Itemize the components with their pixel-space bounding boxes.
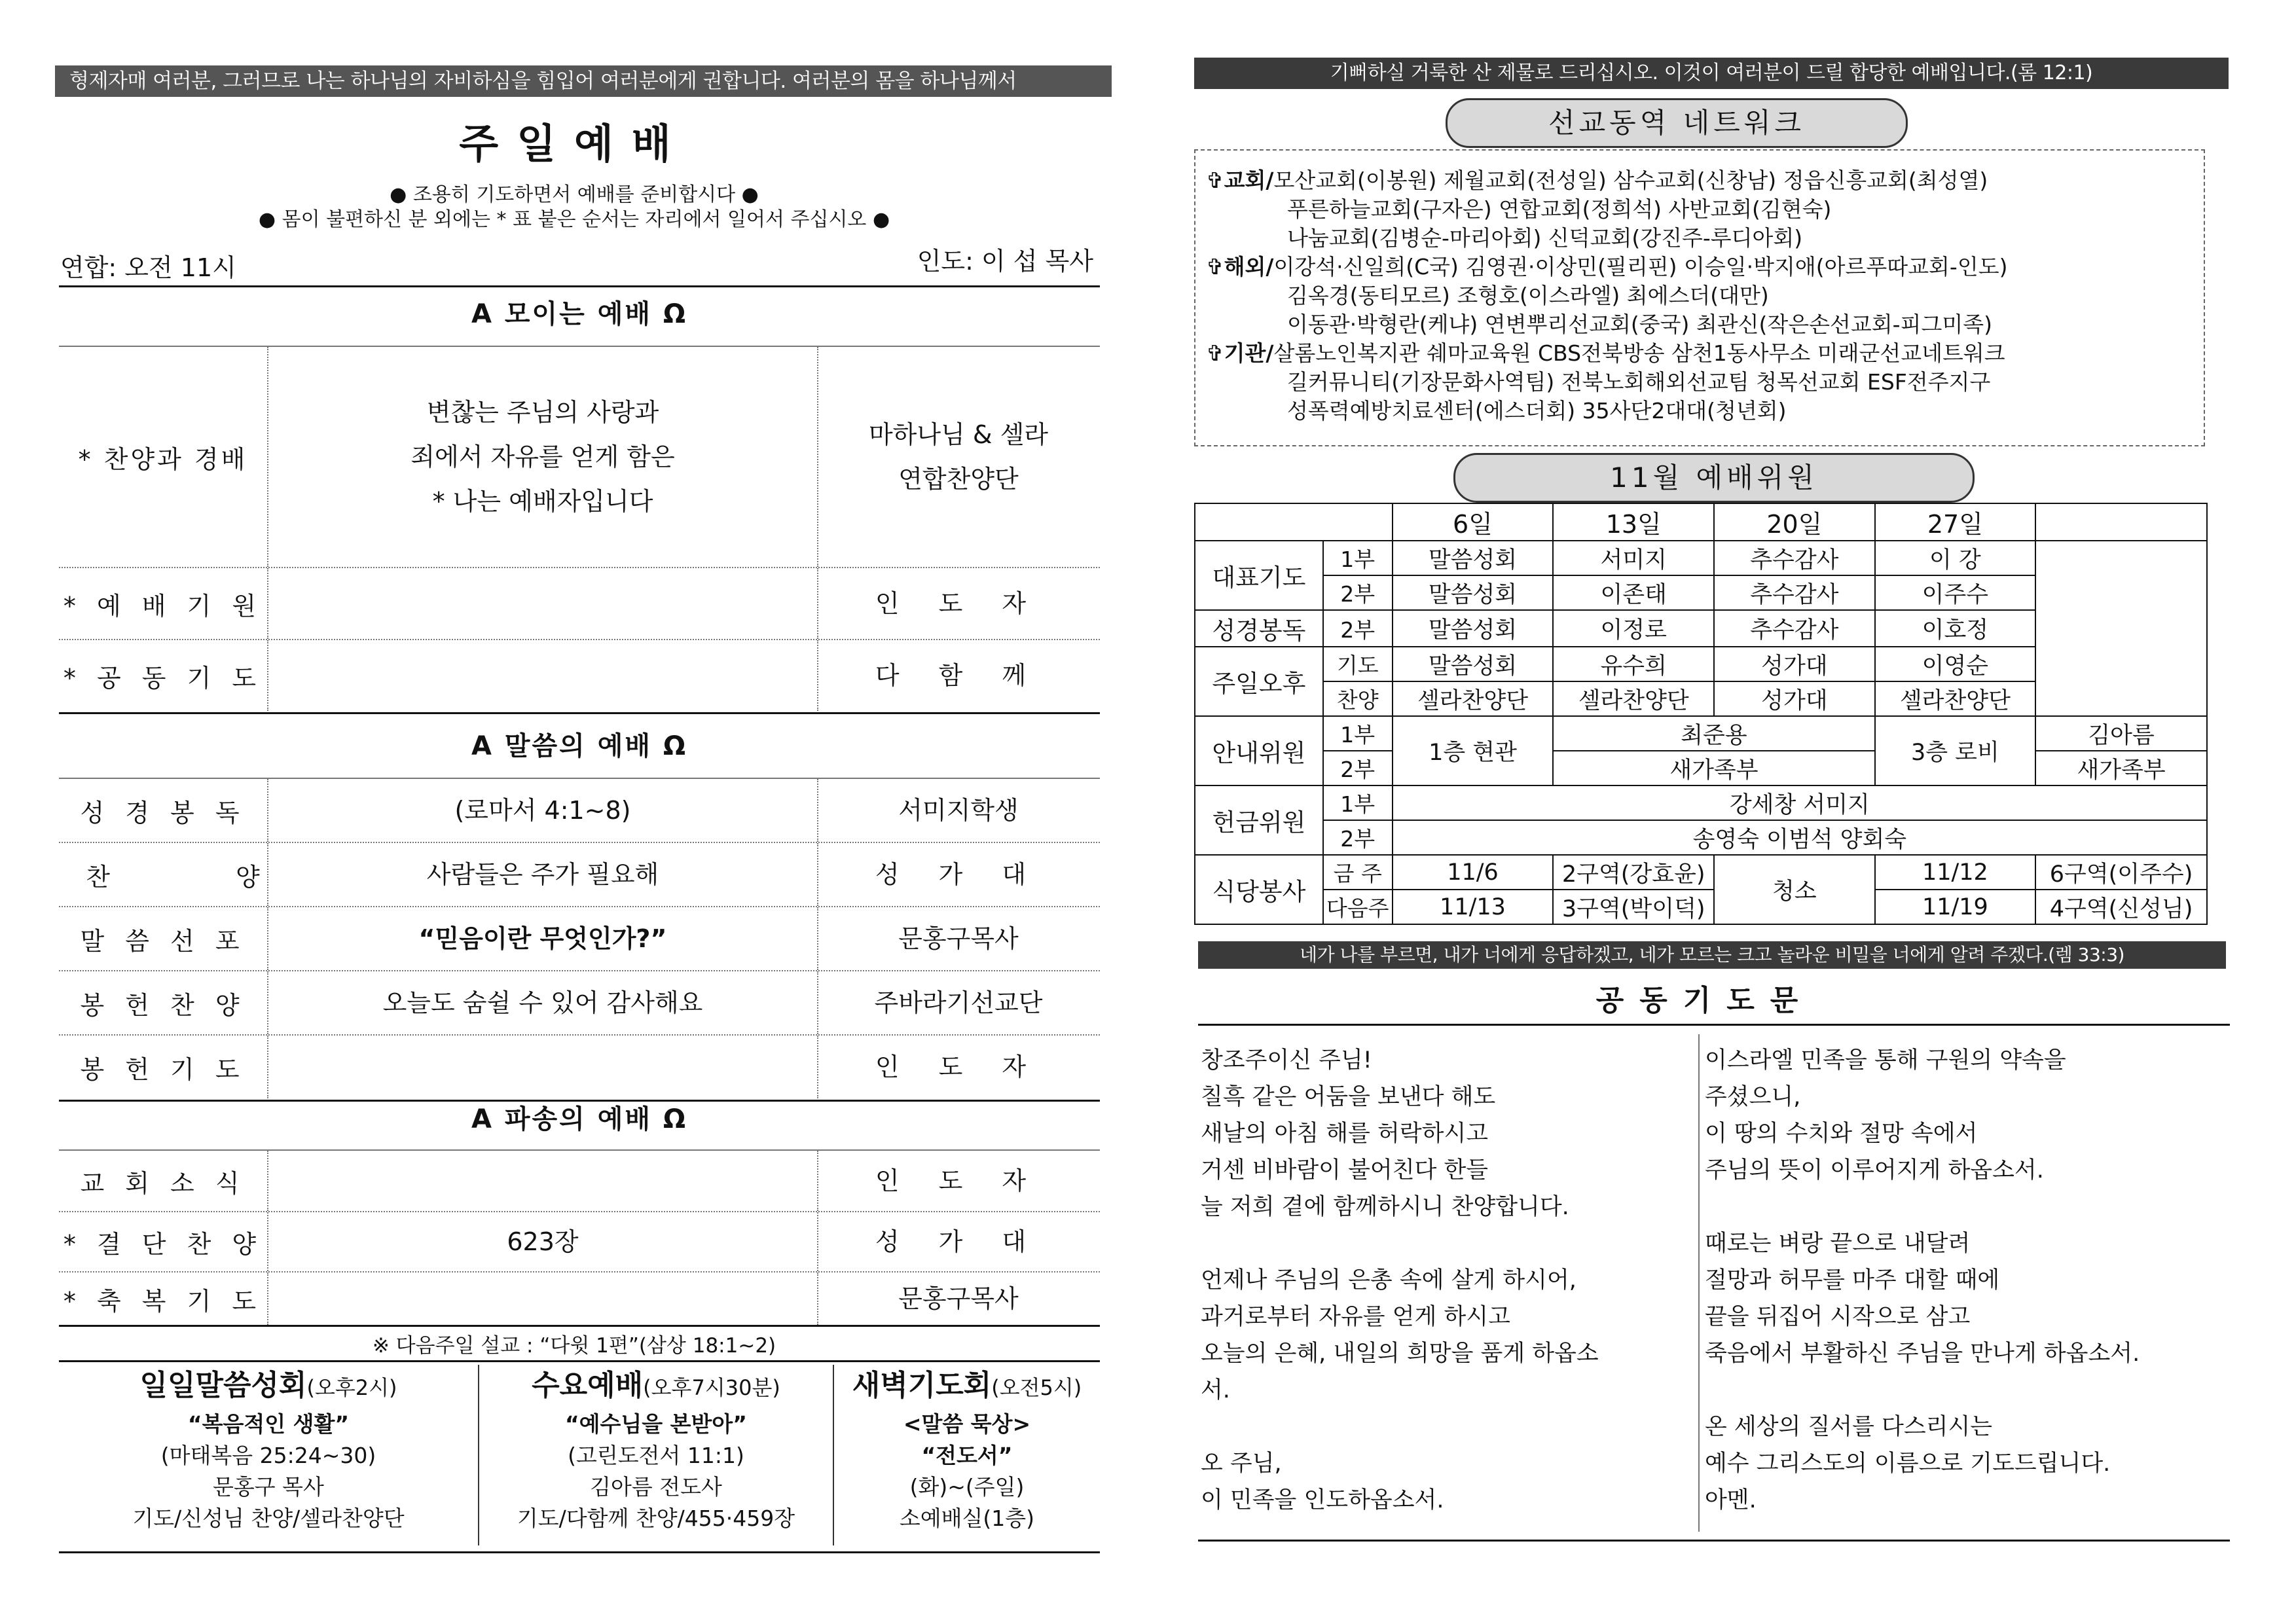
network-line: ✞기관/살롬노인복지관 쉐마교육원 CBS전북방송 삼천1동사무소 미래군선교네트워크: [1206, 340, 2005, 366]
table-cell: 1층 현관: [1393, 716, 1554, 785]
table-cell: 강세창 서미지: [1393, 785, 2207, 820]
duty-part: 2부: [1323, 610, 1393, 647]
table-cell: 11/6: [1393, 855, 1554, 890]
meeting-title: 일일말씀성회: [139, 1369, 307, 1402]
table-cell: 추수감사: [1714, 610, 1874, 647]
right-page: [1148, 0, 2296, 1624]
network-line: 푸른하늘교회(구자은) 연합교회(정희석) 사반교회(김현숙): [1287, 196, 1832, 222]
duty-part: 2부: [1323, 820, 1393, 855]
order-row: [59, 347, 1100, 568]
dawn-prayer-meeting: [834, 1365, 1100, 1548]
order-name: * 축 복 기 도: [63, 1286, 263, 1316]
meeting-line: 기도/신성님 찬양/셀라찬양단: [132, 1506, 405, 1531]
next-sermon-note: ※ 다음주일 설교 : “다윗 1편”(삼상 18:1~2): [372, 1334, 776, 1358]
section-sending: A 파송의 예배 Ω: [471, 1104, 687, 1134]
meeting-line: 소예배실(1층): [899, 1506, 1035, 1531]
order-name: * 예 배 기 원: [63, 591, 263, 621]
order-row: [59, 568, 1100, 640]
order-name: * 찬양과 경배: [78, 444, 248, 474]
table-cell: 이 강: [1875, 541, 2036, 575]
table-cell: 성가대: [1714, 647, 1874, 681]
duty-part: 1부: [1323, 716, 1393, 751]
meeting-line: “전도서”: [921, 1443, 1013, 1468]
table-cell: 성가대: [1714, 681, 1874, 716]
meeting-line: “복음적인 생활”: [187, 1411, 350, 1437]
order-name: * 공 동 기 도: [63, 663, 263, 693]
table-row: [1195, 541, 2207, 575]
network-line: 성폭력예방치료센터(에스더회) 35사단2대대(청년회): [1287, 398, 1787, 424]
order-content: 오늘도 숨쉴 수 있어 감사해요: [267, 971, 818, 1034]
order-name: 말 씀 선 포: [80, 926, 246, 956]
duty-category: 헌금위원: [1195, 785, 1323, 855]
duty-part: 2부: [1323, 575, 1393, 610]
order-person: 문홍구목사: [898, 1284, 1019, 1313]
network-line: ✞교회/모산교회(이봉원) 제월교회(전성일) 삼수교회(신창남) 정읍신흥교회(최성열): [1206, 168, 1988, 193]
order-person: 문홍구목사: [898, 924, 1019, 953]
duty-category: 주일오후: [1195, 647, 1323, 716]
meeting-line: (고린도전서 11:1): [568, 1443, 744, 1468]
table-cell: 유수희: [1553, 647, 1714, 681]
table-cell: 새가족부: [2035, 751, 2207, 785]
network-line: 길커뮤니티(기장문화사역팀) 전북노회해외선교팀 청목선교회 ESF전주지구: [1287, 369, 1991, 395]
order-row: [59, 640, 1100, 711]
duty-category: 성경봉독: [1195, 610, 1323, 647]
order-person: 성 가 대: [875, 860, 1042, 889]
order-row: [59, 907, 1100, 971]
duty-table: [1194, 503, 2208, 925]
order-person: 다 함 께: [875, 661, 1042, 690]
order-content: (로마서 4:1~8): [267, 779, 818, 842]
table-cell: 추수감사: [1714, 541, 1874, 575]
daily-word-meeting: [59, 1365, 478, 1548]
order-person: 성 가 대: [875, 1227, 1042, 1256]
order-content: 623장: [267, 1212, 818, 1271]
table-cell: 새가족부: [1553, 751, 1874, 785]
duty-part: 1부: [1323, 785, 1393, 820]
order-row: [59, 1212, 1100, 1272]
table-cell: 말씀성회: [1393, 575, 1554, 610]
table-cell: 말씀성회: [1393, 541, 1554, 575]
prayer-text-right: 이스라엘 민족을 통해 구원의 약속을 주셨으니, 이 땅의 수치와 절망 속에서 주님의 뜻이 이루어지게 하옵소서. 때로는 벼랑 끝으로 내달려 절망과 허무를 마주 대할 때에 끝을 뒤집어 시작으로 삼고 죽음에서 부활하신 주님을 만나게 하옵소서. 온 세상의 질서를 다스리시는 예수 그리스도의 이름으로 기도드립니다. 아멘.: [1705, 1047, 2140, 1513]
section-rule: [59, 1325, 1100, 1327]
table-cell: 6구역(이주수): [2035, 855, 2207, 890]
order-person: 인 도 자: [875, 1053, 1042, 1081]
meeting-time: (오전5시): [991, 1375, 1082, 1400]
table-cell: 11/12: [1875, 855, 2036, 890]
section-gathering: A 모이는 예배 Ω: [471, 299, 687, 329]
duty-part: 기도: [1323, 647, 1393, 681]
date-header: 6일: [1393, 503, 1554, 541]
table-cell: 4구역(신성님): [2035, 890, 2207, 924]
table-row: [1195, 855, 2207, 890]
service-leader: 인도: 이 섭 목사: [917, 247, 1093, 276]
table-cell: 2구역(강효윤): [1553, 855, 1714, 890]
middle-banner: 네가 나를 부르면, 내가 너에게 응답하겠고, 네가 모르는 크고 놀라운 비밀을 너에게 알려 주겠다.(렘 33:3): [1198, 941, 2226, 969]
prayer-rule: [1198, 1540, 2230, 1542]
notice-stand: ● 몸이 불편하신 분 외에는 * 표 붙은 순서는 자리에서 일어서 주십시오 ●: [258, 208, 890, 231]
table-cell: 이호정: [1875, 610, 2036, 647]
meeting-line: 김아름 전도사: [590, 1474, 722, 1500]
bottom-rule: [59, 1551, 1100, 1553]
meeting-line: 문홍구 목사: [213, 1474, 324, 1500]
wednesday-service: [479, 1365, 833, 1548]
order-row: [59, 1151, 1100, 1212]
meeting-line: (마태복음 25:24~30): [160, 1443, 376, 1468]
order-content: 변찮는 주님의 사랑과 죄에서 자유를 얻게 함은 * 나는 예배자입니다: [267, 347, 818, 567]
duty-part: 2부: [1323, 751, 1393, 785]
order-row: [59, 843, 1100, 907]
table-cell: 송영숙 이범석 양회숙: [1393, 820, 2207, 855]
order-person: 주바라기선교단: [874, 988, 1043, 1017]
prayer-rule: [1198, 1024, 2230, 1026]
table-row: [1195, 716, 2207, 751]
meeting-line: <말씀 묵상>: [903, 1411, 1031, 1437]
page-title: 주일예배: [459, 120, 689, 168]
table-cell: [2035, 541, 2207, 716]
top-banner-right: 기뻐하실 거룩한 산 제물로 드리십시오. 이것이 여러분이 드릴 합당한 예배입니다.(롬 12:1): [1194, 58, 2229, 89]
network-line: 이동관·박형란(케냐) 연변뿌리선교회(중국) 최관신(작은손선교회-피그미족): [1287, 312, 1992, 337]
table-cell: 이정로: [1553, 610, 1714, 647]
meeting-line: “예수님을 본받아”: [564, 1411, 747, 1437]
table-cell: 3구역(박이덕): [1553, 890, 1714, 924]
order-person: 인 도 자: [875, 589, 1042, 618]
top-banner-left: 형제자매 여러분, 그러므로 나는 하나님의 자비하심을 힘입어 여러분에게 권합니다. 여러분의 몸을 하나님께서: [55, 65, 1112, 97]
table-cell: 최준용: [1553, 716, 1874, 751]
duty-part: 금 주: [1323, 855, 1393, 890]
table-cell: 추수감사: [1714, 575, 1874, 610]
section-word: A 말씀의 예배 Ω: [471, 731, 687, 761]
network-line: 김옥경(동티모르) 조형호(이스라엘) 최에스더(대만): [1287, 283, 1769, 308]
order-name: 성 경 봉 독: [80, 798, 246, 827]
duty-part: 다음주: [1323, 890, 1393, 924]
date-header: 13일: [1553, 503, 1714, 541]
table-row: [1195, 503, 2207, 541]
order-person: 인 도 자: [875, 1166, 1042, 1195]
duty-category: 안내위원: [1195, 716, 1323, 785]
duty-title: 11월 예배위원: [1453, 453, 1975, 503]
table-cell: 이영순: [1875, 647, 2036, 681]
order-content: “믿음이란 무엇인가?”: [267, 907, 818, 970]
table-cell: 말씀성회: [1393, 610, 1554, 647]
order-person: 마하나님 & 셀라 연합찬양단: [868, 420, 1049, 494]
order-person: 서미지학생: [898, 796, 1019, 825]
order-row: [59, 971, 1100, 1036]
meeting-line: 기도/다함께 찬양/455·459장: [517, 1506, 795, 1531]
meeting-time: (오후7시30분): [643, 1375, 780, 1400]
duty-category: 대표기도: [1195, 541, 1323, 610]
order-name: 교 회 소 식: [80, 1168, 246, 1198]
table-cell: 3층 로비: [1875, 716, 2036, 785]
table-cell: 셀라찬양단: [1393, 681, 1554, 716]
order-content: 사람들은 주가 필요해: [267, 843, 818, 906]
bottom-rule: [59, 1360, 1100, 1362]
order-name: * 결 단 찬 양: [63, 1229, 263, 1259]
order-name: 봉 헌 기 도: [80, 1055, 246, 1084]
meeting-time: (오후2시): [306, 1375, 397, 1400]
table-row: [1195, 785, 2207, 820]
prayer-title: 공동기도문: [1595, 984, 1814, 1017]
order-name: 찬 양: [86, 862, 319, 892]
duty-part: 1부: [1323, 541, 1393, 575]
date-header: 27일: [1875, 503, 2036, 541]
table-cell: 청소: [1714, 855, 1874, 924]
order-content: [267, 568, 818, 639]
duty-category: 식당봉사: [1195, 855, 1323, 924]
prayer-divider: [1698, 1034, 1700, 1532]
table-row: [1195, 820, 2207, 855]
network-line: ✞해외/이강석·신일희(C국) 김영권·이상민(필리핀) 이승일·박지애(아르푸따교회-인도): [1206, 254, 2008, 280]
table-cell: 이주수: [1875, 575, 2036, 610]
network-title: 선교동역 네트워크: [1446, 98, 1908, 148]
order-content: [267, 640, 818, 711]
date-header: 20일: [1714, 503, 1874, 541]
table-cell: 서미지: [1553, 541, 1714, 575]
notice-prepare: ● 조용히 기도하면서 예배를 준비합시다 ●: [390, 183, 759, 206]
table-cell: 김아름: [2035, 716, 2207, 751]
table-cell: 말씀성회: [1393, 647, 1554, 681]
table-cell: [1195, 503, 1393, 541]
table-cell: 셀라찬양단: [1875, 681, 2036, 716]
order-content: [267, 1272, 818, 1325]
table-row: [1195, 751, 2207, 785]
order-row: [59, 1272, 1100, 1325]
order-name: 봉 헌 찬 양: [80, 990, 246, 1020]
network-box: [1194, 149, 2205, 446]
table-cell: 셀라찬양단: [1553, 681, 1714, 716]
table-cell: 11/13: [1393, 890, 1554, 924]
order-row: [59, 779, 1100, 843]
meeting-title: 새벽기도회: [852, 1369, 992, 1402]
meeting-line: (화)~(주일): [909, 1474, 1025, 1500]
table-row: [1195, 890, 2207, 924]
network-line: 나눔교회(김병순-마리아회) 신덕교회(강진주-루디아회): [1287, 225, 1803, 251]
meeting-title: 수요예배: [532, 1369, 644, 1402]
table-cell: 11/19: [1875, 890, 2036, 924]
table-cell: [2035, 503, 2207, 541]
duty-part: 찬양: [1323, 681, 1393, 716]
order-content: [267, 1151, 818, 1211]
prayer-text-left: 창조주이신 주님! 칠흑 같은 어둠을 보낸다 해도 새날의 아침 해를 허락하시고 거센 비바람이 불어친다 한들 늘 저희 곁에 함께하시니 찬양합니다. 언제나 주님의 은총 속에 살게 하시어, 과거로부터 자유를 얻게 하시고 오늘의 은혜, 내일의 희망을 품게 하옵소 서. 오 주님, 이 민족을 인도하옵소서.: [1201, 1047, 1599, 1513]
table-cell: 이존태: [1553, 575, 1714, 610]
service-time: 연합: 오전 11시: [60, 253, 236, 282]
